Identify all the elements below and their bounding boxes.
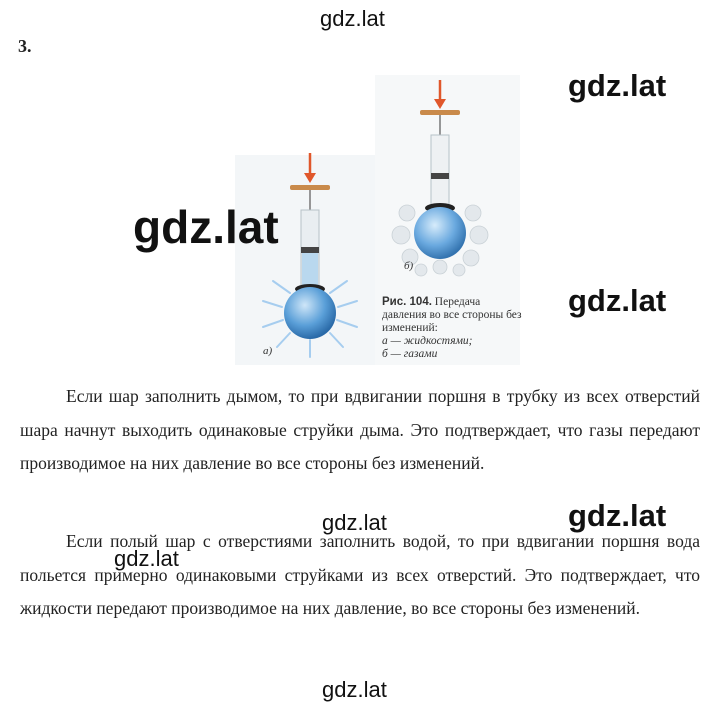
watermark-right-upper: gdz.lat — [568, 68, 667, 103]
figure-b-label: б) — [404, 260, 414, 272]
watermark-top: gdz.lat — [320, 6, 385, 31]
watermark-center-lower: gdz.lat — [322, 510, 387, 535]
caption-item-b: б — газами — [382, 348, 438, 360]
caption-item-a: а — жидкостями; — [382, 335, 473, 347]
watermark-right-lower: gdz.lat — [568, 498, 667, 533]
caption-text: Передача давления во все стороны без изменений: — [382, 296, 522, 334]
question-number: 3. — [18, 36, 32, 56]
watermark-figure: gdz.lat — [133, 201, 279, 253]
watermark-bottom: gdz.lat — [322, 677, 387, 702]
watermark-left-lower: gdz.lat — [114, 546, 179, 571]
paragraph-1: Если шар заполнить дымом, то при вдвигании поршня в трубку из всех отверстий шара начнут выходить одинаковые струйки дыма. Это подтверждает, что газы передают производимое на них давление во все стороны без изменений. — [20, 386, 700, 473]
figure-caption — [382, 296, 522, 361]
watermark-right-middle: gdz.lat — [568, 283, 667, 318]
caption-title: Рис. 104. — [382, 296, 432, 308]
paragraph-2: Если полый шар с отверстиями заполнить водой, то при вдвигании поршня вода польется примерно одинаковыми струйками из всех отверстий. Это подтверждает, что жидкости передают производимое на них давление, во все стороны без изменений. — [20, 531, 700, 618]
figure-a-label: а) — [263, 345, 273, 357]
